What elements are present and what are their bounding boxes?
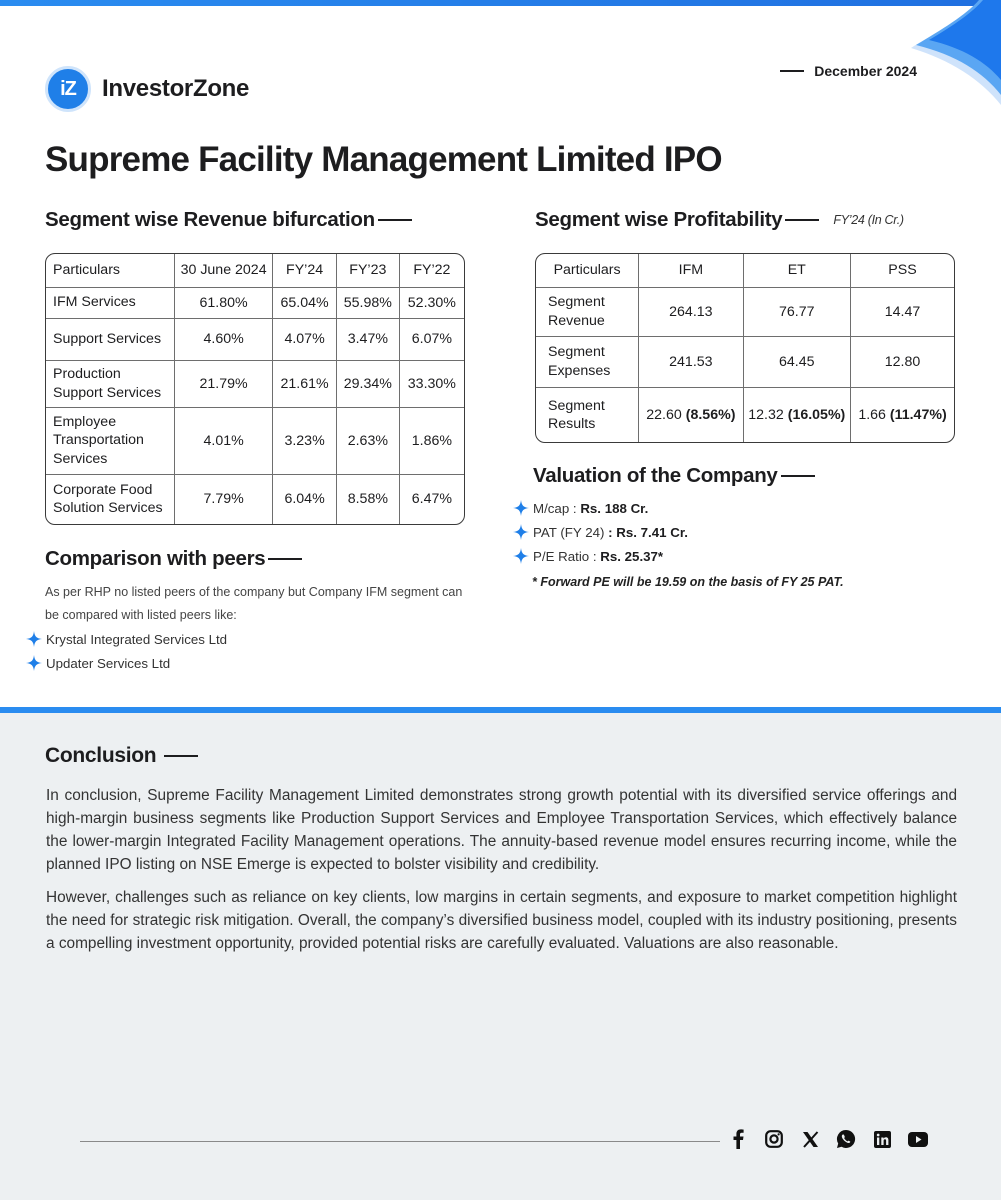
valuation-label: M/cap : [533,500,577,516]
date-text: December 2024 [814,63,917,79]
cell: 33.30% [399,360,464,407]
corner-decoration [911,0,1001,105]
valuation-item [513,548,663,564]
cell: 65.04% [273,287,337,318]
peer-name: Krystal Integrated Services Ltd [46,631,228,647]
cell: 55.98% [336,287,399,318]
table-header-row [536,254,954,287]
sparkle-icon [513,548,529,564]
cell: 14.47 [851,287,955,336]
heading-line [268,558,302,560]
cell [743,387,850,443]
col-header: FY’22 [399,254,464,287]
x-icon[interactable] [800,1129,820,1149]
cell: 8.58% [336,474,399,524]
cell: 6.47% [399,474,464,524]
peer-item [26,655,170,671]
cell: 2.63% [336,407,399,474]
conclusion-paragraph-1: In conclusion, Supreme Facility Management Limited demonstrates strong growth potential with its diversified service offerings and high-margin business segments like Production Support Services and Employee Transportation Services, which effectively balance the lower-margin Integrated Facility Management operations. The annuity-based revenue model ensures recurring income, while the planned IPO listing on NSE Emerge is expected to bolster visibility and credibility. [46,787,957,873]
date-dash [780,70,804,72]
valuation-label: P/E Ratio : [533,548,597,564]
col-header: Particulars [46,254,175,287]
result-value: 1.66 [858,407,886,424]
conclusion-heading [45,744,198,768]
valuation-item [513,524,688,540]
col-header: Particulars [536,254,639,287]
result-pct: (11.47%) [889,407,947,424]
row-label: Production Support Services [46,360,175,407]
cell: 4.07% [273,318,337,360]
result-value: 12.32 [748,407,784,424]
row-label: Segment Expenses [536,336,639,387]
whatsapp-icon[interactable] [836,1129,856,1149]
table-row [536,336,954,387]
profitability-heading-text: Segment wise Profitability [535,208,783,231]
conclusion-top-bar [0,707,1001,713]
heading-line [781,475,815,477]
valuation-value: Rs. 25.37* [600,548,664,564]
sparkle-icon [513,500,529,516]
cell: 29.34% [336,360,399,407]
cell: 7.79% [175,474,273,524]
cell: 21.61% [273,360,337,407]
cell: 21.79% [175,360,273,407]
table-row [46,407,464,474]
linkedin-icon[interactable] [872,1129,892,1149]
table-row [46,360,464,407]
heading-line [164,755,198,757]
heading-line [785,219,819,221]
revenue-table [45,253,465,525]
valuation-item [513,500,648,516]
col-header: ET [743,254,850,287]
peer-item [26,631,227,647]
cell: 61.80% [175,287,273,318]
social-links [728,1129,944,1149]
valuation-value: Rs. 188 Cr. [580,500,649,516]
conclusion-paragraph-2: However, challenges such as reliance on key clients, low margins in certain segments, and exposure to market competition highlight the need for strategic risk mitigation. Overall, the company’s diversified business model, coupled with its industry positioning, presents a compelling investment opportunity, provided potential risks are carefully evaluated. Valuations are also reasonable. [46,889,957,952]
youtube-icon[interactable] [908,1129,928,1149]
top-accent-bar [0,0,1001,6]
cell: 64.45 [743,336,850,387]
cell: 12.80 [851,336,955,387]
cell: 6.07% [399,318,464,360]
peers-heading [45,547,302,571]
cell: 264.13 [639,287,743,336]
cell: 76.77 [743,287,850,336]
sparkle-icon [26,655,42,671]
sparkle-icon [26,631,42,647]
footer-divider [80,1141,720,1142]
result-pct: (8.56%) [685,407,736,424]
table-row [46,474,464,524]
row-label: Employee Transportation Services [46,407,175,474]
conclusion-heading-text: Conclusion [45,744,157,767]
col-header: PSS [851,254,955,287]
cell [639,387,743,443]
result-pct: (16.05%) [787,407,846,424]
row-label: Corporate Food Solution Services [46,474,175,524]
profitability-table [535,253,955,443]
col-header: IFM [639,254,743,287]
valuation-value: : Rs. 7.41 Cr. [608,524,688,540]
cell: 1.86% [399,407,464,474]
profitability-heading [535,208,904,232]
cell [851,387,955,443]
heading-line [378,219,412,221]
cell: 241.53 [639,336,743,387]
cell: 4.60% [175,318,273,360]
peer-name: Updater Services Ltd [46,655,171,671]
logo-text: InvestorZone [102,75,250,102]
logo-badge: iZ [45,66,91,112]
cell: 6.04% [273,474,337,524]
table-row [536,387,954,443]
facebook-icon[interactable] [728,1129,748,1149]
table-row [536,287,954,336]
valuation-heading [533,464,815,488]
profitability-note: FY’24 (In Cr.) [833,213,904,227]
cell: 4.01% [175,407,273,474]
investorzone-logo [45,66,249,112]
revenue-heading [45,208,412,232]
cell: 3.47% [336,318,399,360]
result-value: 22.60 [646,407,682,424]
revenue-heading-text: Segment wise Revenue bifurcation [45,208,375,231]
sparkle-icon [513,524,529,540]
row-label: Support Services [46,318,175,360]
table-row [46,287,464,318]
cell: 52.30% [399,287,464,318]
forward-pe-footnote: * Forward PE will be 19.59 on the basis of FY 25 PAT. [532,575,844,589]
table-row [46,318,464,360]
table-header-row [46,254,464,287]
row-label: Segment Results [536,387,639,443]
row-label: Segment Revenue [536,287,639,336]
report-date [780,63,917,79]
col-header: 30 June 2024 [175,254,273,287]
col-header: FY’24 [273,254,337,287]
cell: 3.23% [273,407,337,474]
row-label: IFM Services [46,287,175,318]
peers-intro: As per RHP no listed peers of the company but Company IFM segment can be compared with listed peers like: [45,585,463,622]
valuation-heading-text: Valuation of the Company [533,464,778,487]
peers-heading-text: Comparison with peers [45,547,266,570]
instagram-icon[interactable] [764,1129,784,1149]
page-title: Supreme Facility Management Limited IPO [45,140,722,179]
col-header: FY’23 [336,254,399,287]
valuation-label: PAT (FY 24) [533,524,605,540]
